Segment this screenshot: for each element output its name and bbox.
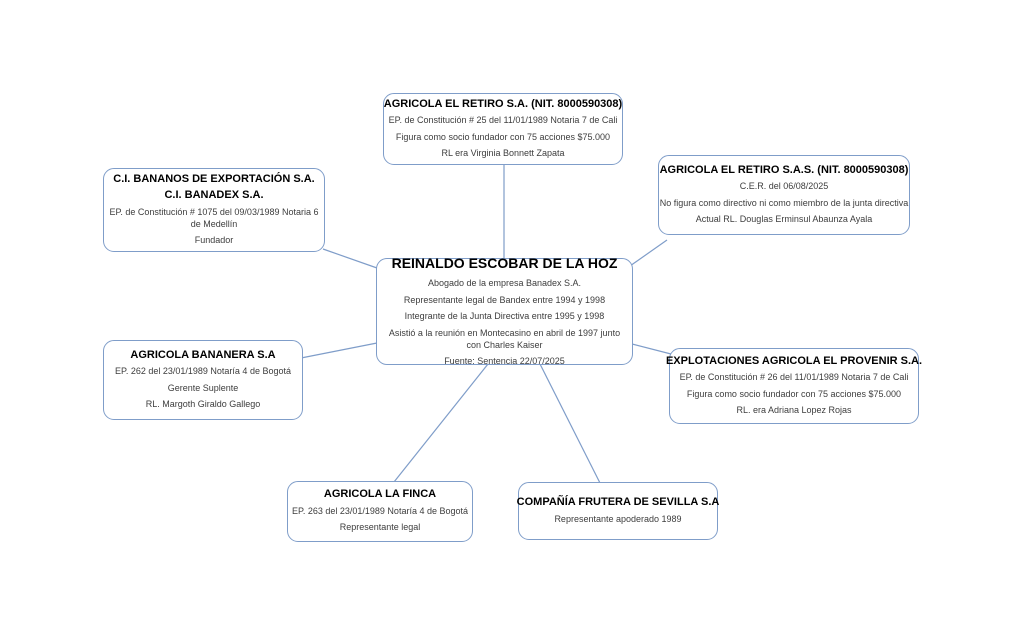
node-reinaldo-escobar-de-la-hoz	[376, 254, 633, 367]
node-detail-line: Fundador	[194, 235, 234, 246]
node-title: EXPLOTACIONES AGRICOLA EL PROVENIR S.A.	[665, 354, 923, 367]
node-detail-line: Fuente: Sentencia 22/07/2025	[444, 356, 565, 367]
node-compania-frutera-de-sevilla	[518, 482, 718, 540]
node-agricola-la-finca	[287, 481, 473, 542]
node-detail-line: EP. de Constitución # 25 del 11/01/1989 Notaria 7 de Cali	[388, 114, 618, 125]
node-detail-line: Figura como socio fundador con 75 acciones $75.000	[395, 131, 611, 142]
node-agricola-el-retiro-sas	[658, 155, 910, 235]
node-title: AGRICOLA EL RETIRO S.A. (NIT. 8000590308)	[383, 97, 623, 110]
node-title: AGRICOLA BANANERA S.A	[130, 348, 276, 361]
node-explotaciones-agricola-el-provenir	[665, 348, 923, 424]
node-detail-line: Actual RL. Douglas Erminsul Abaunza Ayala	[695, 214, 873, 225]
node-detail-line: Representante apoderado 1989	[554, 513, 682, 524]
connector-provenir-central	[632, 344, 671, 354]
connector-finca-central	[394, 364, 488, 482]
node-title: AGRICOLA LA FINCA	[323, 488, 437, 501]
node-title: AGRICOLA EL RETIRO S.A.S. (NIT. 8000590308)	[659, 163, 909, 176]
node-detail-line: Asistió a la reunión en Montecasino en abril de 1997 junto con Charles Kaiser	[388, 327, 621, 350]
node-detail-line: Integrante de la Junta Directiva entre 1995 y 1998	[404, 311, 605, 322]
node-detail-line: No figura como directivo ni como miembro de la junta directiva	[659, 197, 909, 208]
node-agricola-el-retiro-sa	[383, 93, 623, 165]
node-title: C.I. BANADEX S.A.	[164, 189, 264, 202]
node-agricola-bananera	[103, 340, 303, 420]
node-detail-line: RL era Virginia Bonnett Zapata	[441, 148, 565, 159]
connector-banadex-central	[323, 249, 377, 268]
node-detail-line: RL. era Adriana Lopez Rojas	[736, 405, 852, 416]
node-detail-line: EP. de Constitución # 1075 del 09/03/1989 Notaria 6 de Medellín	[109, 206, 319, 229]
node-title: C.I. BANANOS DE EXPORTACIÓN S.A.	[113, 172, 315, 185]
node-ci-banados-de-exportacion-banadex	[103, 168, 325, 252]
connector-sevilla-central	[540, 364, 600, 483]
connector-bananera-central	[301, 343, 377, 358]
node-detail-line: Figura como socio fundador con 75 acciones $75.000	[686, 388, 902, 399]
node-detail-line: C.E.R. del 06/08/2025	[739, 180, 829, 191]
node-detail-line: EP. 263 del 23/01/1989 Notaría 4 de Bogotá	[292, 505, 468, 516]
node-title: COMPAÑÍA FRUTERA DE SEVILLA S.A	[516, 496, 720, 509]
node-detail-line: RL. Margoth Giraldo Gallego	[145, 399, 261, 410]
node-detail-line: EP. 262 del 23/01/1989 Notaría 4 de Bogotá	[115, 365, 291, 376]
connector-retiro-sas-central	[630, 240, 667, 266]
node-title: REINALDO ESCOBAR DE LA HOZ	[391, 254, 618, 271]
node-detail-line: Representante legal de Bandex entre 1994 y 1998	[403, 294, 606, 305]
node-detail-line: Abogado de la empresa Banadex S.A.	[427, 277, 582, 288]
node-detail-line: Gerente Suplente	[167, 382, 239, 393]
node-detail-line: Representante legal	[339, 522, 421, 533]
node-detail-line: EP. de Constitución # 26 del 11/01/1989 Notaria 7 de Cali	[679, 371, 909, 382]
